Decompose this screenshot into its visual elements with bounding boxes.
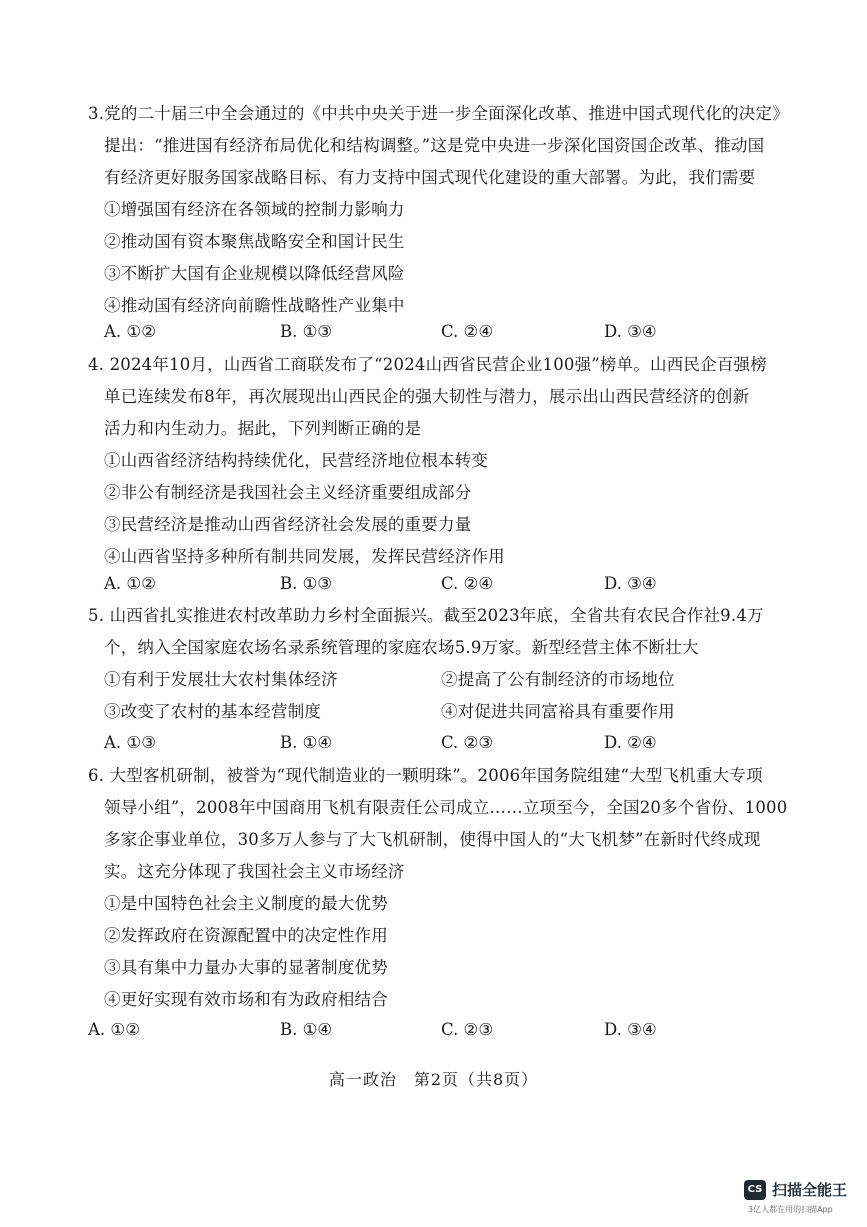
- q6-option-d: D. ③④: [604, 1020, 657, 1039]
- q3-statement-3: ③不断扩大国有企业规模以降低经营风险: [104, 264, 405, 283]
- q3-option-c: C. ②④: [441, 322, 494, 341]
- q6-statement-3: ③具有集中力量办大事的显著制度优势: [104, 958, 388, 977]
- q6-stem-line-2: 领导小组”，2008年中国商用飞机有限责任公司成立……立项至今，全国20多个省份、1000: [104, 798, 788, 817]
- q4-option-b: B. ①③: [280, 574, 333, 593]
- q5-statement-3: ③改变了农村的基本经营制度: [104, 702, 322, 721]
- q4-option-d: D. ③④: [604, 574, 657, 593]
- page-footer: 高一政治 第2页（共8页）: [328, 1070, 539, 1089]
- scanner-tagline: 3亿人都在用的扫描App: [748, 1205, 833, 1214]
- q5-option-a: A. ①③: [104, 733, 156, 752]
- q6-statement-1: ①是中国特色社会主义制度的最大优势: [104, 894, 388, 913]
- q4-stem-line-3: 活力和内生动力。据此，下列判断正确的是: [104, 419, 422, 438]
- scanner-logo-icon: CS: [744, 1180, 766, 1200]
- q6-option-a: A. ①②: [88, 1020, 140, 1039]
- q3-stem-line-1: 3.党的二十届三中全会通过的《中共中央关于进一步全面深化改革、推进中国式现代化的决定》: [88, 104, 789, 123]
- q3-option-d: D. ③④: [604, 322, 657, 341]
- q6-statement-4: ④更好实现有效市场和有为政府相结合: [104, 990, 388, 1009]
- q4-option-a: A. ①②: [104, 574, 156, 593]
- scanner-watermark: [744, 1178, 859, 1222]
- q5-statement-4: ④对促进共同富裕具有重要作用: [441, 702, 675, 721]
- q5-option-d: D. ②④: [604, 733, 657, 752]
- q5-stem-line-2: 个，纳入全国家庭农场名录系统管理的家庭农场5.9万家。新型经营主体不断壮大: [104, 638, 699, 657]
- q6-stem-line-4: 实。这充分体现了我国社会主义市场经济: [104, 862, 405, 881]
- q5-statement-2: ②提高了公有制经济的市场地位: [441, 670, 675, 689]
- q3-statement-1: ①增强国有经济在各领域的控制力影响力: [104, 200, 405, 219]
- q3-stem-line-3: 有经济更好服务国家战略目标、有力支持中国式现代化建设的重大部署。为此，我们需要: [104, 168, 756, 187]
- q6-option-b: B. ①④: [280, 1020, 333, 1039]
- q3-option-b: B. ①③: [280, 322, 333, 341]
- q5-stem-line-1: 5. 山西省扎实推进农村改革助力乡村全面振兴。截至2023年底，全省共有农民合作社9.4万: [88, 606, 764, 625]
- q4-statement-3: ③民营经济是推动山西省经济社会发展的重要力量: [104, 515, 472, 534]
- q3-statement-2: ②推动国有资本聚焦战略安全和国计民生: [104, 232, 405, 251]
- q4-stem-line-1: 4. 2024年10月，山西省工商联发布了“2024山西省民营企业100强”榜单。山西民企百强榜: [88, 355, 767, 374]
- q5-statement-1: ①有利于发展壮大农村集体经济: [104, 670, 338, 689]
- scanner-app-name: 扫描全能王: [772, 1181, 848, 1199]
- q6-stem-line-3: 多家企事业单位，30多万人参与了大飞机研制，使得中国人的“大飞机梦”在新时代终成现: [104, 830, 761, 849]
- q6-option-c: C. ②③: [441, 1020, 494, 1039]
- q4-option-c: C. ②④: [441, 574, 494, 593]
- q4-stem-line-2: 单已连续发布8年，再次展现出山西民企的强大韧性与潜力，展示出山西民营经济的创新: [104, 387, 750, 406]
- q4-statement-1: ①山西省经济结构持续优化，民营经济地位根本转变: [104, 451, 489, 470]
- q4-statement-4: ④山西省坚持多种所有制共同发展，发挥民营经济作用: [104, 547, 505, 566]
- q4-statement-2: ②非公有制经济是我国社会主义经济重要组成部分: [104, 483, 472, 502]
- q5-option-c: C. ②③: [441, 733, 494, 752]
- q6-statement-2: ②发挥政府在资源配置中的决定性作用: [104, 926, 388, 945]
- q5-option-b: B. ①④: [280, 733, 333, 752]
- q3-option-a: A. ①②: [104, 322, 156, 341]
- q6-stem-line-1: 6. 大型客机研制，被誉为“现代制造业的一颗明珠”。2006年国务院组建“大型飞机重大专项: [88, 766, 763, 785]
- q3-stem-line-2: 提出：“推进国有经济布局优化和结构调整。”这是党中央进一步深化国资国企改革、推动国: [104, 136, 765, 155]
- q3-statement-4: ④推动国有经济向前瞻性战略性产业集中: [104, 296, 405, 315]
